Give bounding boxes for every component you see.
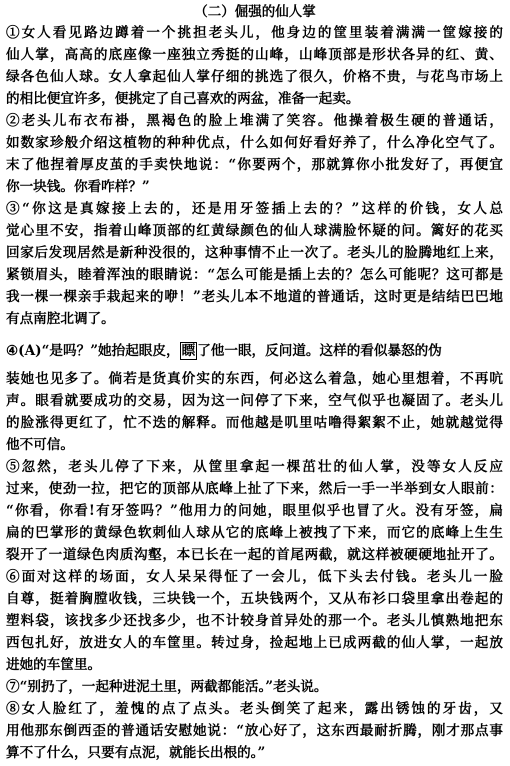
text-line: 的脸涨得更红了，忙不迭的解释。而他越是叽里咕噜得絮絮不止，她就越觉得: [6, 415, 503, 431]
text-line: 觉心里不安，指着山峰顶部的红黄绿颜色的仙人球满脸怀疑的问。篱好的花买: [6, 223, 503, 239]
text-line: 装她也见多了。倘若是货真价实的东西，何必这么着急，她心里想着，不再吭: [6, 371, 503, 387]
text-line: 回家后发现居然是新种没很的，这种事情不止一次了。老头儿的脸腾地红上来，: [6, 245, 503, 261]
text-line: ③“你这是真嫁接上去的，还是用牙签插上去的？”这样的价钱，女人总: [6, 201, 503, 217]
text-line: ⑤忽然，老头儿停了下来，从筐里拿起一棵茁壮的仙人掌，没等女人反应: [6, 459, 503, 475]
text-line: 自尊，挺着胸膛收钱，三块钱一个，五块钱两个，又从布衫口袋里拿出卷起的: [6, 591, 503, 607]
text-line: 有点南腔北调了。: [6, 311, 115, 327]
text-line: 扁的巴掌形的黄绿色软刺仙人球从它的底峰上被拽了下来，而它的底峰上生生: [6, 525, 503, 541]
text-line: 用他那东倒西歪的普通话安慰她说：“放心好了，这东西最耐折腾，刚才那点事: [6, 723, 503, 739]
text-line: 裂开了一道绿色肉质沟壑，本已长在一起的首尾两截，就这样被硬硬地扯开了。: [6, 547, 503, 563]
text-line: ⑥面对这样的场面，女人呆呆得怔了一会儿，低下头去付钱。老头儿一脸: [6, 569, 503, 585]
text-line: 如数家珍般介绍这植物的种种优点，什么如何好看好养了，什么净化空气了。: [6, 135, 503, 151]
text-line: 末了他捏着厚皮茧的手卖快地说：“你要两个，那就算你小批发好了，再便宜: [6, 157, 503, 173]
text-line: ⑧女人脸红了，羞愧的点了点头。老头倒笑了起来，露出锈蚀的牙齿，又: [6, 701, 503, 717]
text-line: 绿各色仙人球。女人拿起仙人掌仔细的挑选了很久，价格不贵，与花鸟市场上: [6, 69, 503, 85]
text-line: 过来，使劲一拉，把它的顶部从底峰上扯了下来，然后一手一半举到女人眼前：: [6, 481, 503, 497]
text-line: 算不了什么，只要有点泥，就能长出根的。”: [6, 745, 266, 761]
text-line: 的相比便宜许多，便挑定了自己喜欢的两盆，准备一起卖。: [6, 91, 360, 107]
text-line: 紧锁眉头，睦着浑浊的眼睛说：“怎么可能是插上去的？怎么可能呢？这可都是: [6, 267, 503, 283]
paragraph-4-first-line: [6, 340, 503, 362]
text-line: 声。眼看就要成功的交易，因为这一问停了下来，空气似乎也凝固了。老头儿: [6, 393, 503, 409]
text-line: 你一块钱。你看咋样？”: [6, 179, 150, 195]
text-line: 进她的车筐里。: [6, 657, 102, 673]
text-line: 我一棵一棵亲手栽起来的咿！”老头儿本不地道的普通话，这时更是结结巴巴地: [6, 289, 503, 305]
p4-suffix: 了他一眼，反问道。这样的看似暴怒的伪: [197, 343, 442, 359]
text-line: ⑦“别扔了，一起种进泥土里，两截都能活。”老头说。: [6, 679, 328, 695]
text-line: “你看，你看!有牙签吗？”他用力的问她，眼里似乎也冒了火。没有牙签，扁: [6, 503, 503, 519]
text-line: 仙人掌，高高的底座像一座独立秀挺的山峰，山峰顶部是形状各异的红、黄、: [6, 47, 503, 63]
text-line: ①女人看见路边蹲着一个挑担老头儿，他身边的筐里装着满满一筐嫁接的: [6, 25, 503, 41]
story-title: （二）倔强的仙人掌: [194, 4, 316, 20]
text-line: 塑料袋，该找多少还找多少，也不计较身首异处的那一个。老头儿慎熟地把东: [6, 613, 503, 629]
text-line: 西包扎好，放进女人的车筐里。转过身，捡起地上已成两截的仙人掌，一起放: [6, 635, 503, 651]
text-line: ②老头儿布衣布褂，黑褐色的脸上堆满了笑容。他操着极生硬的普通话，: [6, 113, 503, 129]
p4-prefix: ④(A)“是吗？”她抬起眼皮，: [6, 343, 180, 359]
text-line: 他不可信。: [6, 437, 74, 453]
boxed-character: 瞟: [181, 343, 196, 359]
